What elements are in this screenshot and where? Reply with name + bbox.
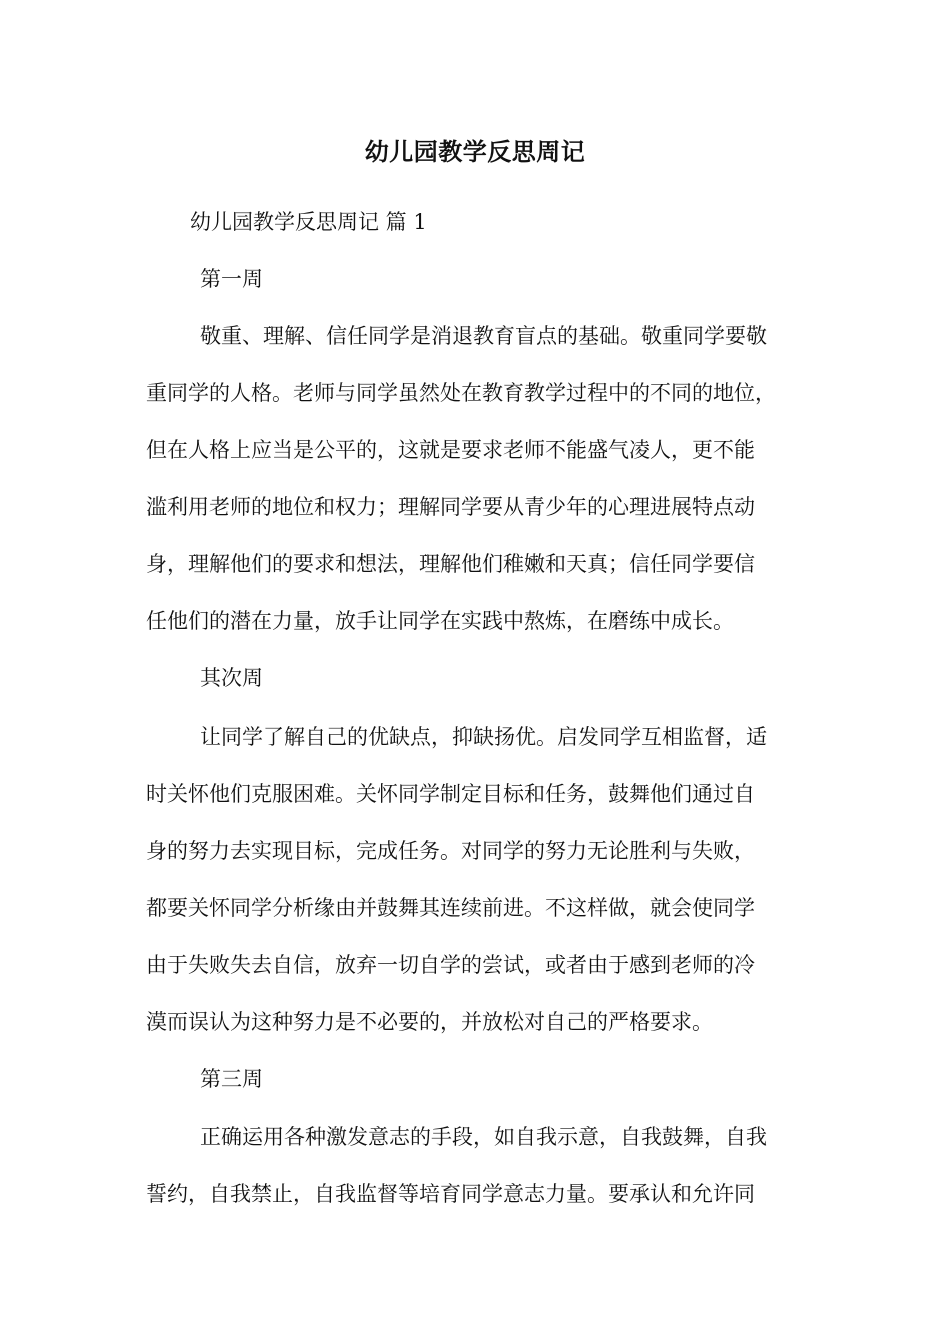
document-subtitle: 幼儿园教学反思周记 篇 1 (190, 210, 427, 234)
paragraph-line: 誓约，自我禁止，自我监督等培育同学意志力量。要承认和允许同 (146, 1182, 755, 1206)
paragraph-line: 时关怀他们克服困难。关怀同学制定目标和任务，鼓舞他们通过自 (146, 782, 755, 806)
paragraph-line: 由于失败失去自信，放弃一切自学的尝试，或者由于感到老师的冷 (146, 953, 755, 977)
section-heading-week-2: 其次周 (200, 666, 263, 690)
paragraph-line: 敬重、理解、信任同学是消退教育盲点的基础。敬重同学要敬 (200, 324, 767, 348)
paragraph-line: 重同学的人格。老师与同学虽然处在教育教学过程中的不同的地位， (146, 381, 776, 405)
paragraph-line: 任他们的潜在力量，放手让同学在实践中熬炼，在磨练中成长。 (146, 609, 734, 633)
paragraph-line: 正确运用各种激发意志的手段，如自我示意，自我鼓舞，自我 (200, 1125, 767, 1149)
paragraph-line: 让同学了解自己的优缺点，抑缺扬优。启发同学互相监督，适 (200, 725, 767, 749)
section-heading-week-1: 第一周 (200, 267, 263, 291)
paragraph-line: 身的努力去实现目标，完成任务。对同学的努力无论胜利与失败， (146, 839, 755, 863)
paragraph-line: 但在人格上应当是公平的，这就是要求老师不能盛气凌人，更不能 (146, 438, 755, 462)
paragraph-line: 滥利用老师的地位和权力；理解同学要从青少年的心理进展特点动 (146, 495, 755, 519)
document-title: 幼儿园教学反思周记 (364, 137, 586, 166)
paragraph-line: 身，理解他们的要求和想法，理解他们稚嫩和天真；信任同学要信 (146, 552, 755, 576)
paragraph-line: 都要关怀同学分析缘由并鼓舞其连续前进。不这样做，就会使同学 (146, 896, 755, 920)
paragraph-line: 漠而误认为这种努力是不必要的，并放松对自己的严格要求。 (146, 1010, 713, 1034)
section-heading-week-3: 第三周 (200, 1067, 263, 1091)
